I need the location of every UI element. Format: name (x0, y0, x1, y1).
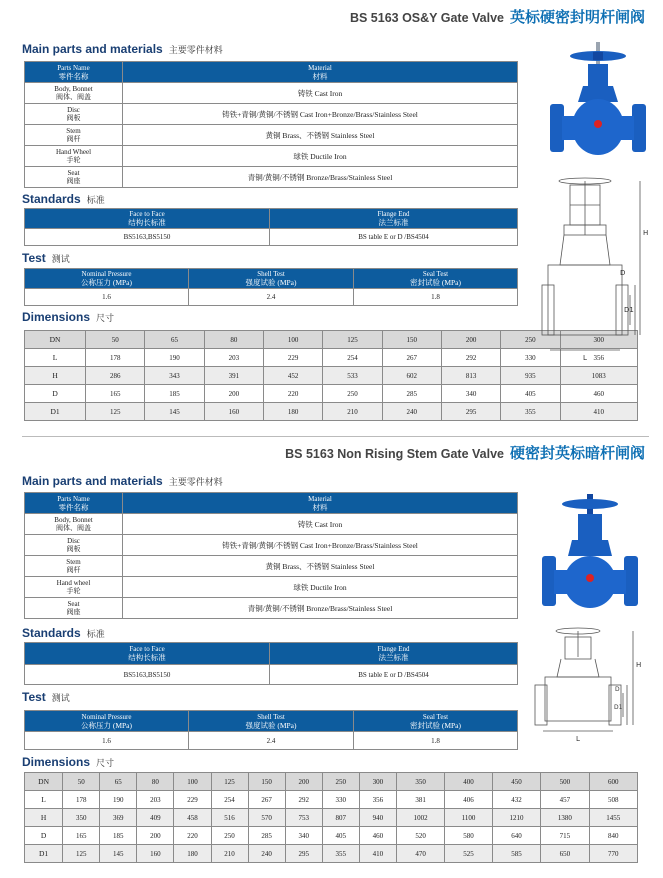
dimension-value-cell: 452 (264, 367, 323, 385)
dimension-value-cell: 229 (264, 349, 323, 367)
dimension-value-cell: 165 (86, 385, 145, 403)
dimensions-header-cell: 350 (396, 773, 444, 791)
dimension-label-cell: D1 (25, 403, 86, 421)
dimension-value-cell: 267 (382, 349, 441, 367)
dimension-value-cell: 770 (589, 845, 637, 863)
label-h: H (636, 661, 642, 669)
table-row: Stem 阀杆 黄铜 Brass、不锈钢 Stainless Steel (25, 125, 518, 146)
dimension-value-cell: 203 (204, 349, 263, 367)
table-row (25, 845, 638, 863)
dimension-value-cell: 220 (174, 827, 211, 845)
dimension-label-cell: D1 (25, 845, 63, 863)
table-row (25, 403, 638, 421)
dimensions-header-cell: 250 (322, 773, 359, 791)
dimensions-header-cell: 300 (359, 773, 396, 791)
parts-heading (22, 42, 223, 56)
dimension-value-cell: 220 (264, 385, 323, 403)
title-cn: 硬密封英标暗杆闸阀 (509, 444, 645, 462)
dimension-value-cell: 570 (248, 809, 285, 827)
standards-heading: Standards 标准 (22, 192, 105, 206)
dimension-value-cell: 160 (137, 845, 174, 863)
dimension-value-cell: 292 (441, 349, 500, 367)
dimension-value-cell: 406 (445, 791, 493, 809)
dimension-value-cell: 410 (560, 403, 637, 421)
dimensions-header-cell: 50 (63, 773, 100, 791)
dimension-value-cell: 250 (323, 385, 382, 403)
dimensions-header-cell: 80 (137, 773, 174, 791)
standards-heading: Standards 标准 (22, 626, 105, 640)
dimension-value-cell: 330 (501, 349, 560, 367)
dimension-label-cell: D (25, 385, 86, 403)
dimension-value-cell: 295 (441, 403, 500, 421)
dimension-value-cell: 940 (359, 809, 396, 827)
dimensions-header-cell: 50 (86, 331, 145, 349)
dimension-value-cell: 210 (323, 403, 382, 421)
valve-drawing (533, 627, 648, 747)
test-heading: Test 测试 (22, 251, 70, 265)
dimension-value-cell: 185 (145, 385, 204, 403)
label-d: D (620, 269, 626, 277)
test-heading: Test 测试 (22, 690, 70, 704)
table-row: Hand Wheel 手轮 球铁 Ductile Iron (25, 146, 518, 167)
dimension-value-cell: 180 (174, 845, 211, 863)
dimension-value-cell: 840 (589, 827, 637, 845)
parts-table: Parts Name 零件名称 Material 材料 Body, Bonnet 阀体、阀盖 铸铁 Cast Iron Disc 阀板 铸铁+青铜/黄铜/不锈钢 Cast Iron+Bronze/Brass/Stainless Steel Stem 阀杆 黄铜 Brass、不锈钢 Stainless Steel Hand wheel 手轮 球铁 Ductile Iron Seat 阀座 青铜/黄铜/不锈钢 Bronze/Brass/Stainless Steel (24, 492, 518, 619)
table-row: Stem 阀杆 黄铜 Brass、不锈钢 Stainless Steel (25, 556, 518, 577)
dimension-value-cell: 190 (100, 791, 137, 809)
dimension-value-cell: 807 (322, 809, 359, 827)
table-row: Disc 阀板 铸铁+青铜/黄铜/不锈钢 Cast Iron+Bronze/Brass/Stainless Steel (25, 104, 518, 125)
dimension-value-cell: 391 (204, 367, 263, 385)
dimension-value-cell: 1083 (560, 367, 637, 385)
dimension-value-cell: 330 (322, 791, 359, 809)
dimension-value-cell: 267 (248, 791, 285, 809)
dimension-value-cell: 516 (211, 809, 248, 827)
label-l: L (583, 354, 587, 362)
table-row: Disc 阀板 铸铁+青铜/黄铜/不锈钢 Cast Iron+Bronze/Brass/Stainless Steel (25, 535, 518, 556)
dimension-value-cell: 286 (86, 367, 145, 385)
dimension-value-cell: 1100 (445, 809, 493, 827)
parts-heading-en: Main parts and materials (22, 42, 163, 56)
dimension-value-cell: 470 (396, 845, 444, 863)
section-title (285, 442, 645, 463)
table-row (25, 791, 638, 809)
dimension-value-cell: 254 (211, 791, 248, 809)
dimension-value-cell: 715 (541, 827, 589, 845)
dimension-value-cell: 160 (204, 403, 263, 421)
table-row: Body, Bonnet 阀体、阀盖 铸铁 Cast Iron (25, 514, 518, 535)
dimension-value-cell: 125 (86, 403, 145, 421)
table-row: Body, Bonnet 阀体、阀盖 铸铁 Cast Iron (25, 83, 518, 104)
dimension-value-cell: 533 (323, 367, 382, 385)
parts-heading-cn: 主要零件材料 (168, 46, 223, 56)
dimension-value-cell: 145 (100, 845, 137, 863)
label-d1: D1 (624, 306, 634, 314)
title-cn: 英标硬密封明杆闸阀 (509, 8, 645, 26)
test-table: Nominal Pressure 公称压力 (MPa) Shell Test 强度试验 (MPa) Seal Test 密封试验 (MPa) 1.6 2.4 1.8 (24, 710, 518, 750)
dimension-value-cell: 180 (264, 403, 323, 421)
dimensions-header-cell: 150 (382, 331, 441, 349)
dimension-value-cell: 356 (359, 791, 396, 809)
dimensions-header-cell: 125 (323, 331, 382, 349)
parts-heading: Main parts and materials 主要零件材料 (22, 474, 223, 488)
dimension-value-cell: 405 (322, 827, 359, 845)
dimension-value-cell: 240 (248, 845, 285, 863)
material-header: Material 材料 (123, 62, 518, 83)
dimension-value-cell: 1455 (589, 809, 637, 827)
dimension-value-cell: 145 (145, 403, 204, 421)
dimension-value-cell: 935 (501, 367, 560, 385)
table-row: Seat 阀座 青铜/黄铜/不锈钢 Bronze/Brass/Stainless Steel (25, 598, 518, 619)
dimension-value-cell: 355 (322, 845, 359, 863)
valve-photo (540, 494, 640, 614)
dimension-value-cell: 650 (541, 845, 589, 863)
title-en: BS 5163 OS&Y Gate Valve (349, 11, 504, 25)
dimension-label-cell: H (25, 367, 86, 385)
dimension-value-cell: 340 (285, 827, 322, 845)
dimension-label-cell: L (25, 791, 63, 809)
dimension-value-cell: 381 (396, 791, 444, 809)
dimensions-header-cell: 100 (264, 331, 323, 349)
dimensions-header-cell: 400 (445, 773, 493, 791)
table-row (25, 809, 638, 827)
dimension-value-cell: 813 (441, 367, 500, 385)
standards-table: Face to Face 结构长标准 Flange End 法兰标准 BS5163,BS5150 BS table E or D /BS4504 (24, 208, 518, 246)
test-table: Nominal Pressure 公称压力 (MPa) Shell Test 强度试验 (MPa) Seal Test 密封试验 (MPa) 1.6 2.4 1.8 (24, 268, 518, 306)
dimension-value-cell: 229 (174, 791, 211, 809)
section-nrs-gate-valve (0, 432, 663, 878)
dimension-value-cell: 1210 (492, 809, 540, 827)
dimension-value-cell: 285 (382, 385, 441, 403)
dimension-value-cell: 432 (492, 791, 540, 809)
dimension-value-cell: 295 (285, 845, 322, 863)
dimension-value-cell: 753 (285, 809, 322, 827)
dimension-value-cell: 369 (100, 809, 137, 827)
dimension-value-cell: 190 (145, 349, 204, 367)
dimensions-header-cell: 150 (248, 773, 285, 791)
dimension-value-cell: 343 (145, 367, 204, 385)
dimensions-header-cell: 100 (174, 773, 211, 791)
dimension-value-cell: 350 (63, 809, 100, 827)
table-row (25, 827, 638, 845)
dimensions-header-row (25, 773, 638, 791)
section-title (350, 6, 645, 27)
dimensions-header-cell: 80 (204, 331, 263, 349)
table-row: Hand wheel 手轮 球铁 Ductile Iron (25, 577, 518, 598)
dimension-value-cell: 525 (445, 845, 493, 863)
dimension-label-cell: H (25, 809, 63, 827)
dimension-value-cell: 203 (137, 791, 174, 809)
dimension-value-cell: 1380 (541, 809, 589, 827)
table-row: Seat 阀座 青铜/黄铜/不锈钢 Bronze/Brass/Stainless Steel (25, 167, 518, 188)
dimensions-header-cell: 250 (501, 331, 560, 349)
parts-name-header: Parts Name 零件名称 (25, 62, 123, 83)
dimensions-header-cell: 125 (211, 773, 248, 791)
dimension-value-cell: 250 (211, 827, 248, 845)
dimension-value-cell: 405 (501, 385, 560, 403)
section-osy-gate-valve (0, 0, 663, 420)
dimension-value-cell: 178 (86, 349, 145, 367)
dimension-value-cell: 640 (492, 827, 540, 845)
dimension-value-cell: 340 (441, 385, 500, 403)
standards-table: Face to Face 结构长标准 Flange End 法兰标准 BS5163,BS5150 BS table E or D /BS4504 (24, 642, 518, 685)
dimension-value-cell: 457 (541, 791, 589, 809)
dimension-value-cell: 356 (560, 349, 637, 367)
dimensions-heading: Dimensions 尺寸 (22, 310, 115, 324)
dimensions-header-cell: 600 (589, 773, 637, 791)
dimension-value-cell: 200 (204, 385, 263, 403)
dimension-value-cell: 165 (63, 827, 100, 845)
dimensions-header-cell: 500 (541, 773, 589, 791)
dimensions-header-cell: 65 (145, 331, 204, 349)
dimensions-header-cell: DN (25, 331, 86, 349)
label-d: D (615, 686, 620, 693)
dimension-value-cell: 185 (100, 827, 137, 845)
dimension-value-cell: 200 (137, 827, 174, 845)
dimensions-table (24, 772, 638, 863)
dimensions-header-cell: 200 (285, 773, 322, 791)
dimensions-heading: Dimensions 尺寸 (22, 755, 115, 769)
dimension-label-cell: D (25, 827, 63, 845)
dimension-value-cell: 355 (501, 403, 560, 421)
valve-photo (548, 42, 648, 162)
dimension-label-cell: L (25, 349, 86, 367)
dimensions-header-cell: DN (25, 773, 63, 791)
dimension-value-cell: 602 (382, 367, 441, 385)
dimensions-header-cell: 450 (492, 773, 540, 791)
dimension-value-cell: 1002 (396, 809, 444, 827)
dimension-value-cell: 254 (323, 349, 382, 367)
dimension-value-cell: 240 (382, 403, 441, 421)
dimension-value-cell: 460 (560, 385, 637, 403)
dimension-value-cell: 508 (589, 791, 637, 809)
dimension-value-cell: 580 (445, 827, 493, 845)
dimension-value-cell: 460 (359, 827, 396, 845)
dimension-value-cell: 409 (137, 809, 174, 827)
valve-drawing (540, 175, 655, 395)
title-en: BS 5163 Non Rising Stem Gate Valve (285, 447, 504, 461)
dimension-value-cell: 178 (63, 791, 100, 809)
dimensions-header-cell: 65 (100, 773, 137, 791)
dimension-value-cell: 585 (492, 845, 540, 863)
dimension-value-cell: 292 (285, 791, 322, 809)
dimension-value-cell: 458 (174, 809, 211, 827)
label-l: L (576, 735, 580, 743)
label-d1: D1 (614, 704, 623, 711)
label-h: H (643, 229, 649, 237)
dimension-value-cell: 210 (211, 845, 248, 863)
dimension-value-cell: 285 (248, 827, 285, 845)
dimension-value-cell: 125 (63, 845, 100, 863)
dimensions-header-cell: 200 (441, 331, 500, 349)
parts-table (24, 61, 518, 188)
dimension-value-cell: 520 (396, 827, 444, 845)
dimensions-header-cell: 300 (560, 331, 637, 349)
dimension-value-cell: 410 (359, 845, 396, 863)
